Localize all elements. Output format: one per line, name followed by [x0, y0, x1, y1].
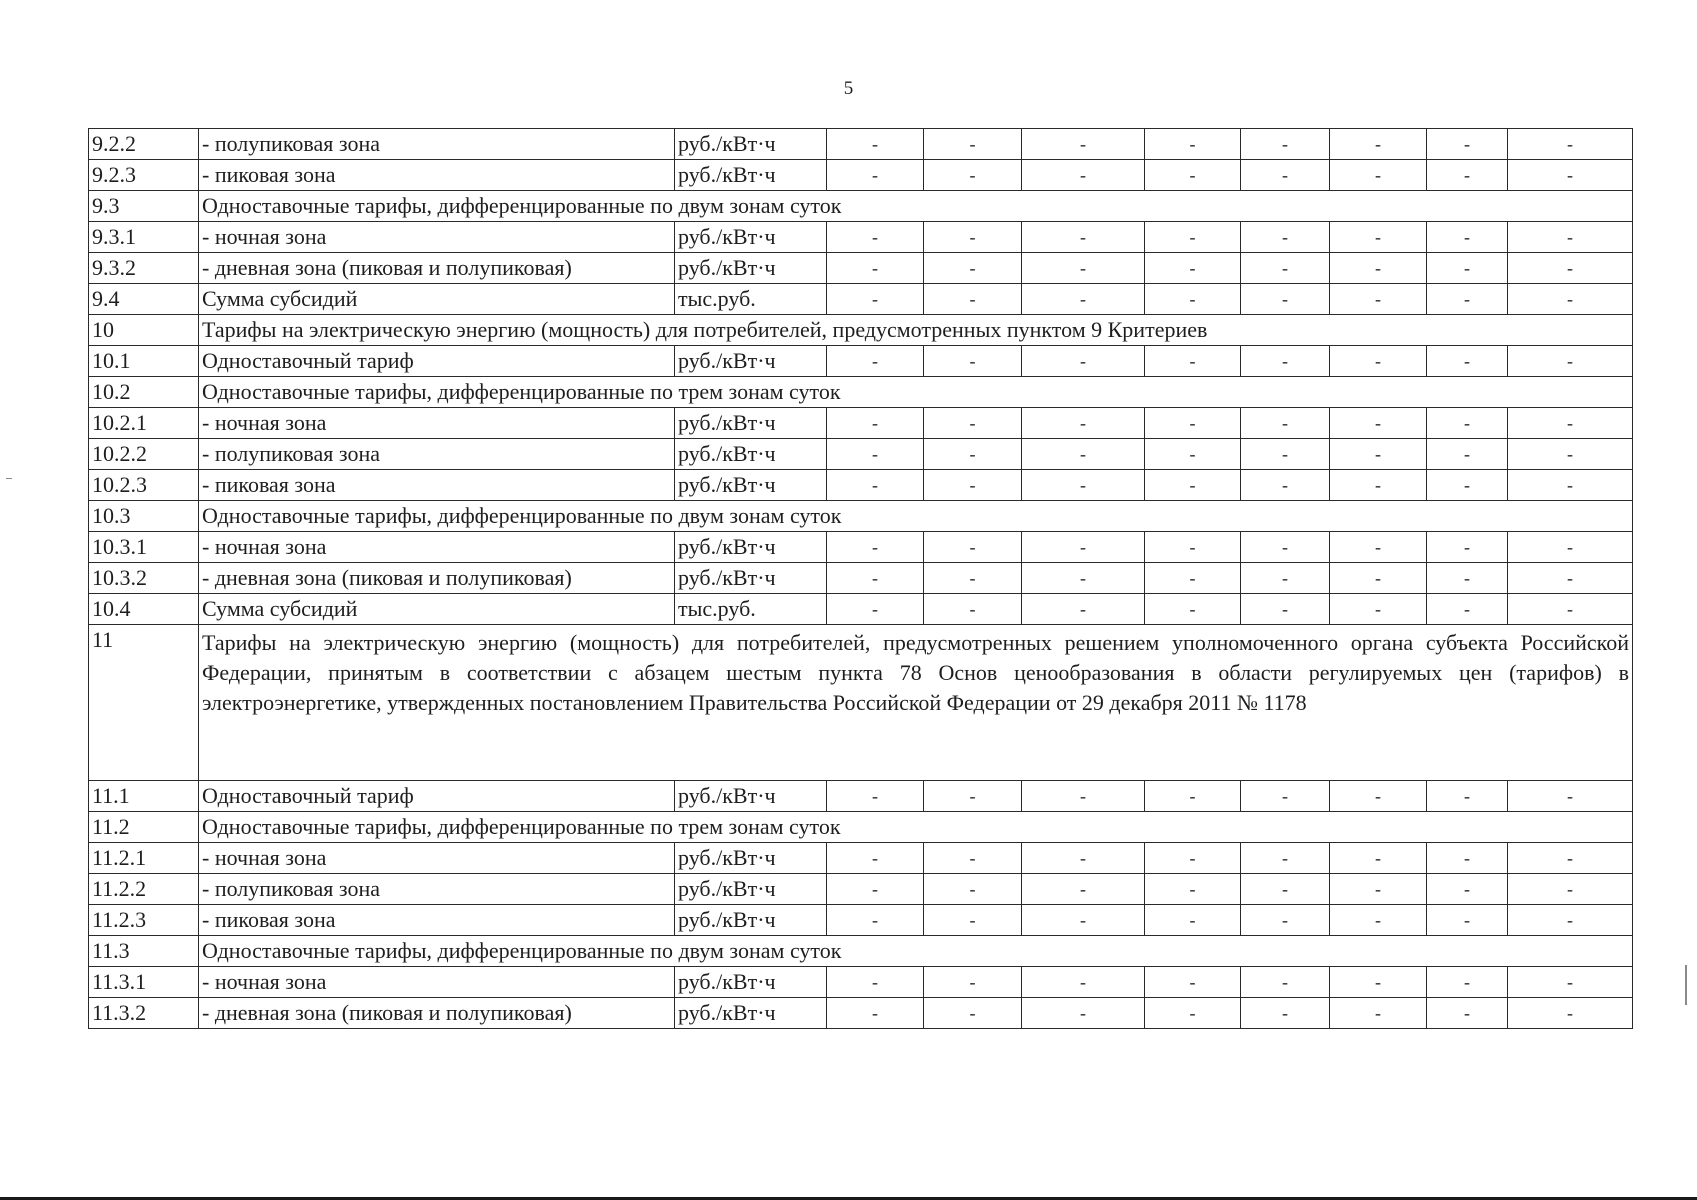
value-cell: -	[1508, 160, 1633, 191]
value-cell: -	[1508, 874, 1633, 905]
value-cell: -	[1330, 967, 1427, 998]
table-row	[89, 346, 1633, 377]
table-row	[89, 874, 1633, 905]
row-number: 11.3	[89, 936, 199, 967]
value-cell: -	[1508, 470, 1633, 501]
row-number: 10.2.3	[89, 470, 199, 501]
value-cell: -	[1241, 129, 1330, 160]
table-row	[89, 222, 1633, 253]
value-cell: -	[1427, 781, 1508, 812]
row-label: - ночная зона	[199, 843, 675, 874]
value-cell: -	[827, 439, 924, 470]
value-cell: -	[1241, 284, 1330, 315]
table-row	[89, 967, 1633, 998]
table-section-row	[89, 315, 1633, 346]
value-cell: -	[827, 905, 924, 936]
value-cell: -	[1508, 905, 1633, 936]
value-cell: -	[1330, 470, 1427, 501]
value-cell: -	[924, 967, 1022, 998]
row-number: 11.2	[89, 812, 199, 843]
value-cell: -	[1145, 563, 1241, 594]
value-cell: -	[924, 563, 1022, 594]
value-cell: -	[1427, 253, 1508, 284]
value-cell: -	[1330, 998, 1427, 1029]
table-row	[89, 905, 1633, 936]
value-cell: -	[1330, 408, 1427, 439]
value-cell: -	[1145, 346, 1241, 377]
value-cell: -	[1022, 563, 1145, 594]
row-unit: тыс.руб.	[675, 594, 827, 625]
table-section-row	[89, 936, 1633, 967]
value-cell: -	[1427, 129, 1508, 160]
table-row	[89, 253, 1633, 284]
value-cell: -	[924, 532, 1022, 563]
value-cell: -	[1427, 160, 1508, 191]
value-cell: -	[924, 346, 1022, 377]
value-cell: -	[1022, 253, 1145, 284]
scan-mark	[1685, 965, 1687, 1005]
section-heading: Тарифы на электрическую энергию (мощность) для потребителей, предусмотренных пунктом 9 Критериев	[199, 315, 1633, 346]
value-cell: -	[1330, 346, 1427, 377]
tariff-table	[88, 128, 1633, 1029]
value-cell: -	[1022, 129, 1145, 160]
value-cell: -	[827, 563, 924, 594]
scan-mark	[6, 478, 12, 479]
value-cell: -	[827, 346, 924, 377]
row-unit: руб./кВт·ч	[675, 905, 827, 936]
value-cell: -	[827, 781, 924, 812]
value-cell: -	[827, 998, 924, 1029]
table-section-row	[89, 812, 1633, 843]
table-row	[89, 284, 1633, 315]
value-cell: -	[1241, 843, 1330, 874]
row-number: 10.3.1	[89, 532, 199, 563]
table-section-row	[89, 191, 1633, 222]
row-label: Сумма субсидий	[199, 594, 675, 625]
row-label: - полупиковая зона	[199, 874, 675, 905]
row-unit: руб./кВт·ч	[675, 563, 827, 594]
value-cell: -	[1241, 781, 1330, 812]
value-cell: -	[1145, 594, 1241, 625]
value-cell: -	[1022, 470, 1145, 501]
value-cell: -	[1508, 222, 1633, 253]
table-row	[89, 781, 1633, 812]
value-cell: -	[1330, 129, 1427, 160]
row-label: - дневная зона (пиковая и полупиковая)	[199, 998, 675, 1029]
value-cell: -	[827, 253, 924, 284]
value-cell: -	[1241, 905, 1330, 936]
value-cell: -	[1508, 408, 1633, 439]
value-cell: -	[1330, 874, 1427, 905]
value-cell: -	[1330, 905, 1427, 936]
section-heading: Тарифы на электрическую энергию (мощность) для потребителей, предусмотренных решением уполномоченного органа субъекта Российской Федерации, принятым в соответствии с абзацем шестым пункта 78 Основ ценообразования в области регулируемых цен (тарифов) в электроэнергетике, утвержденных постановлением Правительства Российской Федерации от 29 декабря 2011 № 1178	[199, 625, 1633, 781]
row-unit: руб./кВт·ч	[675, 532, 827, 563]
value-cell: -	[1145, 408, 1241, 439]
row-number: 10.1	[89, 346, 199, 377]
row-unit: тыс.руб.	[675, 284, 827, 315]
row-unit: руб./кВт·ч	[675, 160, 827, 191]
row-number: 9.4	[89, 284, 199, 315]
row-unit: руб./кВт·ч	[675, 439, 827, 470]
value-cell: -	[1427, 874, 1508, 905]
table-row	[89, 160, 1633, 191]
section-heading: Одноставочные тарифы, дифференцированные по двум зонам суток	[199, 936, 1633, 967]
value-cell: -	[924, 998, 1022, 1029]
value-cell: -	[827, 843, 924, 874]
value-cell: -	[1241, 408, 1330, 439]
row-number: 9.3	[89, 191, 199, 222]
row-unit: руб./кВт·ч	[675, 346, 827, 377]
value-cell: -	[1427, 998, 1508, 1029]
row-unit: руб./кВт·ч	[675, 129, 827, 160]
value-cell: -	[924, 160, 1022, 191]
row-label: - ночная зона	[199, 408, 675, 439]
value-cell: -	[1508, 594, 1633, 625]
table-row	[89, 532, 1633, 563]
value-cell: -	[1508, 781, 1633, 812]
value-cell: -	[1508, 967, 1633, 998]
section-heading: Одноставочные тарифы, дифференцированные по трем зонам суток	[199, 812, 1633, 843]
value-cell: -	[1022, 532, 1145, 563]
value-cell: -	[1022, 905, 1145, 936]
value-cell: -	[1427, 843, 1508, 874]
row-number: 11.3.1	[89, 967, 199, 998]
value-cell: -	[1508, 843, 1633, 874]
row-label: - ночная зона	[199, 967, 675, 998]
value-cell: -	[1330, 284, 1427, 315]
row-number: 10.3.2	[89, 563, 199, 594]
value-cell: -	[1022, 843, 1145, 874]
row-label: - пиковая зона	[199, 470, 675, 501]
value-cell: -	[1241, 967, 1330, 998]
value-cell: -	[1022, 408, 1145, 439]
value-cell: -	[827, 160, 924, 191]
value-cell: -	[1427, 439, 1508, 470]
table-row	[89, 563, 1633, 594]
row-unit: руб./кВт·ч	[675, 408, 827, 439]
value-cell: -	[1508, 284, 1633, 315]
row-unit: руб./кВт·ч	[675, 253, 827, 284]
row-unit: руб./кВт·ч	[675, 470, 827, 501]
row-label: Одноставочный тариф	[199, 346, 675, 377]
row-label: - дневная зона (пиковая и полупиковая)	[199, 253, 675, 284]
row-label: - пиковая зона	[199, 160, 675, 191]
row-number: 10.2.2	[89, 439, 199, 470]
value-cell: -	[1241, 470, 1330, 501]
row-number: 10.4	[89, 594, 199, 625]
table-row	[89, 408, 1633, 439]
row-number: 11.2.2	[89, 874, 199, 905]
row-unit: руб./кВт·ч	[675, 781, 827, 812]
row-label: Одноставочный тариф	[199, 781, 675, 812]
row-number: 11.2.3	[89, 905, 199, 936]
value-cell: -	[1427, 284, 1508, 315]
value-cell: -	[1427, 532, 1508, 563]
value-cell: -	[1330, 532, 1427, 563]
value-cell: -	[1427, 594, 1508, 625]
value-cell: -	[827, 408, 924, 439]
value-cell: -	[1427, 905, 1508, 936]
row-label: - дневная зона (пиковая и полупиковая)	[199, 563, 675, 594]
value-cell: -	[1508, 129, 1633, 160]
row-number: 10.3	[89, 501, 199, 532]
table-section-row	[89, 501, 1633, 532]
table-row	[89, 998, 1633, 1029]
row-unit: руб./кВт·ч	[675, 874, 827, 905]
row-number: 11.2.1	[89, 843, 199, 874]
value-cell: -	[1330, 160, 1427, 191]
row-number: 9.2.2	[89, 129, 199, 160]
value-cell: -	[1508, 253, 1633, 284]
value-cell: -	[827, 874, 924, 905]
table-section-row	[89, 377, 1633, 408]
value-cell: -	[1241, 160, 1330, 191]
value-cell: -	[1508, 998, 1633, 1029]
value-cell: -	[1022, 781, 1145, 812]
row-unit: руб./кВт·ч	[675, 222, 827, 253]
value-cell: -	[1145, 874, 1241, 905]
value-cell: -	[1427, 563, 1508, 594]
value-cell: -	[827, 470, 924, 501]
value-cell: -	[1145, 160, 1241, 191]
value-cell: -	[1145, 967, 1241, 998]
section-heading: Одноставочные тарифы, дифференцированные по двум зонам суток	[199, 191, 1633, 222]
value-cell: -	[1022, 967, 1145, 998]
value-cell: -	[1145, 284, 1241, 315]
value-cell: -	[1022, 346, 1145, 377]
value-cell: -	[1241, 874, 1330, 905]
table-section-row	[89, 625, 1633, 781]
value-cell: -	[1427, 967, 1508, 998]
value-cell: -	[1145, 253, 1241, 284]
row-number: 11	[89, 625, 199, 781]
value-cell: -	[827, 222, 924, 253]
value-cell: -	[1022, 160, 1145, 191]
table-body	[89, 129, 1633, 1029]
value-cell: -	[827, 129, 924, 160]
value-cell: -	[1022, 439, 1145, 470]
value-cell: -	[827, 284, 924, 315]
row-unit: руб./кВт·ч	[675, 998, 827, 1029]
table-row	[89, 594, 1633, 625]
value-cell: -	[1145, 470, 1241, 501]
value-cell: -	[1508, 532, 1633, 563]
value-cell: -	[1427, 222, 1508, 253]
value-cell: -	[1508, 563, 1633, 594]
row-label: - полупиковая зона	[199, 439, 675, 470]
value-cell: -	[1330, 253, 1427, 284]
value-cell: -	[1330, 781, 1427, 812]
value-cell: -	[924, 874, 1022, 905]
value-cell: -	[1022, 874, 1145, 905]
row-unit: руб./кВт·ч	[675, 843, 827, 874]
table-row	[89, 470, 1633, 501]
row-label: - ночная зона	[199, 532, 675, 563]
value-cell: -	[1508, 346, 1633, 377]
value-cell: -	[1241, 346, 1330, 377]
value-cell: -	[1330, 843, 1427, 874]
value-cell: -	[1145, 532, 1241, 563]
section-heading: Одноставочные тарифы, дифференцированные по двум зонам суток	[199, 501, 1633, 532]
value-cell: -	[1241, 563, 1330, 594]
value-cell: -	[1330, 222, 1427, 253]
row-number: 9.3.2	[89, 253, 199, 284]
row-number: 9.3.1	[89, 222, 199, 253]
value-cell: -	[924, 843, 1022, 874]
row-number: 10.2	[89, 377, 199, 408]
value-cell: -	[1330, 594, 1427, 625]
table-row	[89, 439, 1633, 470]
value-cell: -	[924, 222, 1022, 253]
value-cell: -	[924, 470, 1022, 501]
value-cell: -	[1145, 998, 1241, 1029]
section-heading: Одноставочные тарифы, дифференцированные по трем зонам суток	[199, 377, 1633, 408]
value-cell: -	[1145, 781, 1241, 812]
row-label: - пиковая зона	[199, 905, 675, 936]
value-cell: -	[827, 594, 924, 625]
value-cell: -	[1427, 346, 1508, 377]
value-cell: -	[1330, 439, 1427, 470]
row-label: - ночная зона	[199, 222, 675, 253]
value-cell: -	[1145, 439, 1241, 470]
value-cell: -	[1241, 253, 1330, 284]
value-cell: -	[1145, 222, 1241, 253]
value-cell: -	[1241, 439, 1330, 470]
value-cell: -	[1241, 532, 1330, 563]
row-label: Сумма субсидий	[199, 284, 675, 315]
value-cell: -	[924, 284, 1022, 315]
value-cell: -	[1241, 594, 1330, 625]
value-cell: -	[924, 439, 1022, 470]
value-cell: -	[924, 781, 1022, 812]
value-cell: -	[924, 408, 1022, 439]
value-cell: -	[827, 967, 924, 998]
value-cell: -	[1145, 905, 1241, 936]
value-cell: -	[1022, 222, 1145, 253]
row-number: 11.3.2	[89, 998, 199, 1029]
row-unit: руб./кВт·ч	[675, 967, 827, 998]
row-label: - полупиковая зона	[199, 129, 675, 160]
value-cell: -	[1427, 408, 1508, 439]
page-number: 5	[843, 78, 854, 99]
value-cell: -	[1427, 470, 1508, 501]
value-cell: -	[1022, 284, 1145, 315]
value-cell: -	[827, 532, 924, 563]
value-cell: -	[1022, 594, 1145, 625]
value-cell: -	[924, 905, 1022, 936]
value-cell: -	[1022, 998, 1145, 1029]
value-cell: -	[1241, 998, 1330, 1029]
row-number: 10.2.1	[89, 408, 199, 439]
value-cell: -	[1145, 843, 1241, 874]
value-cell: -	[1241, 222, 1330, 253]
row-number: 10	[89, 315, 199, 346]
value-cell: -	[924, 129, 1022, 160]
table-row	[89, 843, 1633, 874]
value-cell: -	[924, 253, 1022, 284]
value-cell: -	[1145, 129, 1241, 160]
row-number: 11.1	[89, 781, 199, 812]
value-cell: -	[1330, 563, 1427, 594]
value-cell: -	[924, 594, 1022, 625]
table-row	[89, 129, 1633, 160]
value-cell: -	[1508, 439, 1633, 470]
row-number: 9.2.3	[89, 160, 199, 191]
